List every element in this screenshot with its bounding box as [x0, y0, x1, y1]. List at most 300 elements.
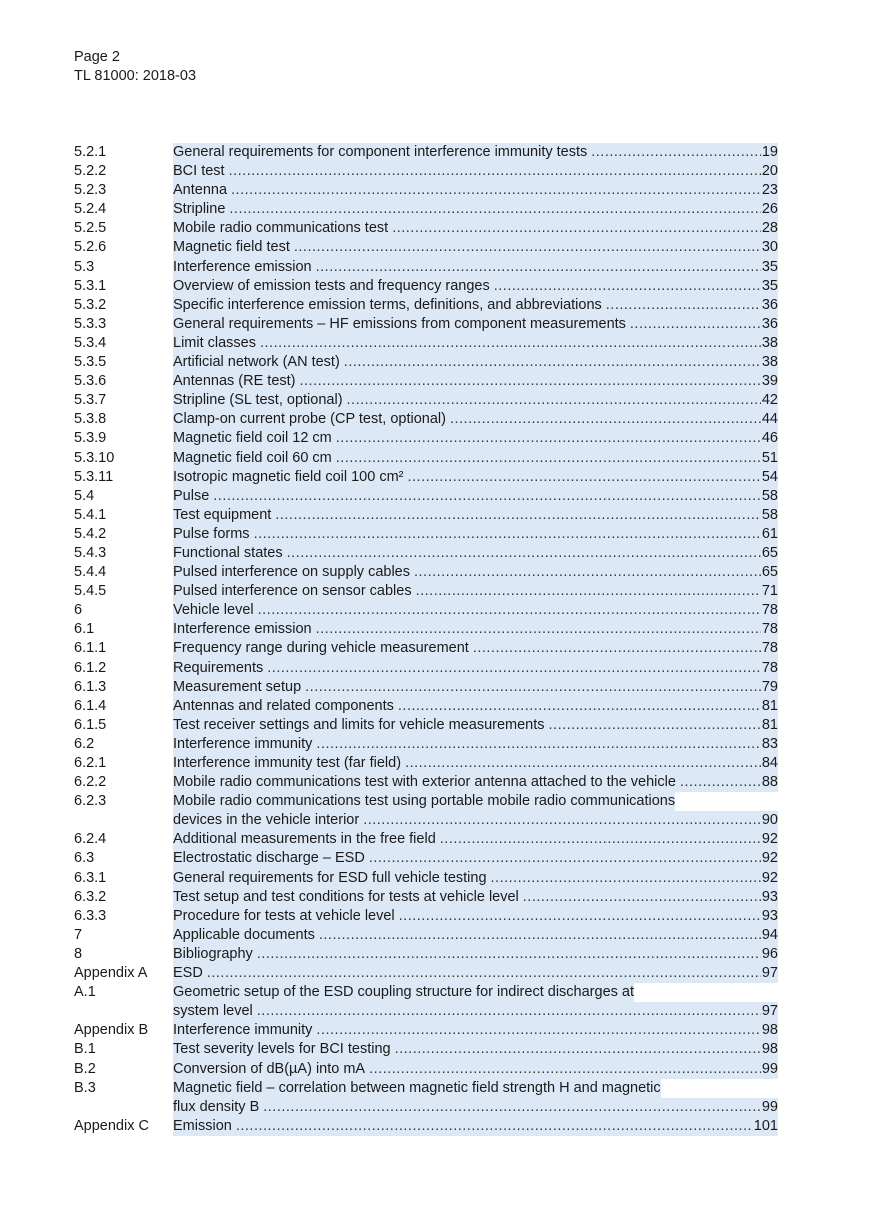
- toc-page-number[interactable]: 58: [761, 506, 778, 523]
- toc-section-number: 5.4.5: [74, 583, 107, 600]
- toc-entry[interactable]: [74, 563, 778, 582]
- toc-dot-leader: [369, 849, 761, 868]
- toc-page-number[interactable]: 38: [761, 334, 778, 351]
- toc-dot-leader: [267, 659, 761, 678]
- toc-entry-text: [173, 754, 778, 773]
- toc-section-number: 5.3.10: [74, 449, 115, 466]
- toc-title[interactable]: Geometric setup of the ESD coupling structure for indirect discharges at: [173, 983, 634, 1002]
- toc-entry[interactable]: [74, 830, 778, 849]
- toc-entry[interactable]: [74, 238, 778, 257]
- toc-entry-text: [173, 353, 778, 372]
- toc-entry-text: [173, 277, 778, 296]
- toc-entry[interactable]: [74, 544, 778, 563]
- toc-entry[interactable]: [74, 983, 778, 1021]
- toc-entry[interactable]: [74, 162, 778, 181]
- toc-page-number[interactable]: 44: [761, 411, 778, 428]
- toc-entry[interactable]: [74, 697, 778, 716]
- toc-entry[interactable]: [74, 754, 778, 773]
- toc-entry-text: [173, 983, 778, 1021]
- toc-entry[interactable]: [74, 869, 778, 888]
- toc-dot-leader: [473, 639, 761, 658]
- toc-title[interactable]: Pulse: [173, 487, 210, 504]
- toc-entry[interactable]: [74, 888, 778, 907]
- toc-page-number[interactable]: 84: [761, 755, 778, 771]
- toc-title[interactable]: Pulse forms: [173, 525, 250, 542]
- toc-page-number[interactable]: 94: [761, 926, 778, 943]
- toc-dot-leader: [258, 601, 761, 620]
- toc-entry-text: [173, 200, 778, 219]
- toc-section-number: Appendix B: [74, 1022, 149, 1039]
- toc-entry-text: [173, 296, 778, 315]
- toc-title[interactable]: Specific interference emission terms, definitions, and abbreviations: [173, 296, 602, 313]
- toc-page-number[interactable]: 88: [761, 774, 778, 791]
- toc-dot-leader: [257, 1002, 761, 1021]
- toc-entry-text: [173, 219, 778, 238]
- toc-title-continued[interactable]: devices in the vehicle interior: [173, 812, 360, 829]
- toc-entry-text: [173, 907, 778, 926]
- toc-section-number: 5.3.6: [74, 373, 107, 390]
- toc-entry[interactable]: [74, 1021, 778, 1040]
- toc-section-number: 6.3.3: [74, 907, 107, 924]
- toc-entry[interactable]: [74, 582, 778, 601]
- toc-title[interactable]: Magnetic field coil 12 cm: [173, 430, 332, 447]
- toc-dot-leader: [229, 200, 760, 219]
- toc-title[interactable]: General requirements – HF emissions from component measurements: [173, 315, 626, 332]
- toc-entry-text: [173, 372, 778, 391]
- toc-dot-leader: [523, 888, 761, 907]
- toc-page-number[interactable]: 92: [761, 850, 778, 867]
- toc-page-number[interactable]: 96: [761, 945, 778, 962]
- toc-section-number: Appendix A: [74, 965, 148, 982]
- toc-dot-leader: [336, 429, 761, 448]
- toc-entry[interactable]: [74, 219, 778, 238]
- toc-entry-text: [173, 1079, 778, 1117]
- toc-page-number[interactable]: 36: [761, 296, 778, 313]
- toc-entry[interactable]: [74, 620, 778, 639]
- toc-dot-leader: [414, 563, 761, 582]
- toc-entry-text: [173, 544, 778, 563]
- toc-entry[interactable]: [74, 1060, 778, 1079]
- toc-entry[interactable]: [74, 353, 778, 372]
- toc-section-number: 5.4.2: [74, 525, 107, 542]
- toc-title[interactable]: ESD: [173, 965, 203, 982]
- toc-entry-text: [173, 964, 778, 983]
- toc-page-number[interactable]: 65: [761, 564, 778, 581]
- toc-entry-text: [173, 181, 778, 200]
- toc-dot-leader: [450, 410, 761, 429]
- toc-page-number[interactable]: 79: [761, 678, 778, 695]
- toc-title[interactable]: Mobile radio communications test using portable mobile radio communications: [173, 792, 675, 811]
- toc-section-number: 6.2.2: [74, 774, 107, 791]
- toc-title[interactable]: Interference immunity: [173, 1022, 313, 1039]
- toc-section-number: 6.2.3: [74, 793, 107, 810]
- toc-dot-leader: [416, 582, 761, 601]
- toc-dot-leader: [229, 162, 761, 181]
- toc-page-number[interactable]: 90: [761, 812, 778, 829]
- toc-page-number[interactable]: 99: [761, 1060, 778, 1077]
- toc-page-number[interactable]: 81: [761, 716, 778, 733]
- toc-page-number[interactable]: 23: [761, 182, 778, 199]
- toc-dot-leader: [369, 1060, 761, 1079]
- toc-entry[interactable]: [74, 1040, 778, 1059]
- toc-title[interactable]: Antennas and related components: [173, 697, 394, 714]
- toc-section-number: 5.4.1: [74, 506, 107, 523]
- toc-entry[interactable]: [74, 334, 778, 353]
- toc-section-number: 5.3.2: [74, 296, 107, 313]
- toc-entry[interactable]: [74, 945, 778, 964]
- toc-entry[interactable]: [74, 907, 778, 926]
- toc-entry[interactable]: [74, 315, 778, 334]
- toc-page-number[interactable]: 19: [761, 144, 778, 160]
- toc-dot-leader: [316, 1021, 760, 1040]
- toc-title[interactable]: Magnetic field – correlation between magnetic field strength H and magnetic: [173, 1079, 661, 1098]
- toc-entry-text: [173, 773, 778, 792]
- toc-dot-leader: [363, 811, 761, 830]
- table-of-contents: [74, 143, 778, 1136]
- toc-dot-leader: [549, 716, 761, 735]
- toc-entry-text: [173, 429, 778, 448]
- toc-title[interactable]: Stripline (SL test, optional): [173, 392, 343, 409]
- toc-title[interactable]: Antennas (RE test): [173, 373, 296, 390]
- toc-entry-text: [173, 888, 778, 907]
- toc-entry-text: [173, 1040, 778, 1059]
- toc-dot-leader: [263, 1098, 761, 1117]
- toc-title[interactable]: Stripline: [173, 201, 226, 218]
- toc-page-number[interactable]: 78: [761, 659, 778, 676]
- toc-entry[interactable]: [74, 391, 778, 410]
- toc-dot-leader: [254, 525, 761, 544]
- toc-dot-leader: [591, 143, 761, 162]
- toc-dot-leader: [336, 449, 761, 468]
- toc-entry-text: [173, 678, 778, 697]
- toc-page-number[interactable]: 35: [761, 277, 778, 294]
- toc-section-number: 5.3.11: [74, 468, 114, 485]
- toc-entry-text: [173, 162, 778, 181]
- toc-section-number: B.3: [74, 1079, 96, 1096]
- toc-entry[interactable]: [74, 849, 778, 868]
- toc-entry-text: [173, 1117, 778, 1136]
- toc-entry[interactable]: [74, 716, 778, 735]
- toc-section-number: 5.4: [74, 487, 95, 504]
- toc-section-number: 6.1.1: [74, 640, 107, 657]
- toc-entry[interactable]: [74, 678, 778, 697]
- toc-entry-text: [173, 735, 778, 754]
- toc-section-number: 6.3.1: [74, 869, 107, 886]
- toc-page-number[interactable]: 92: [761, 831, 778, 848]
- toc-title[interactable]: General requirements for ESD full vehicle testing: [173, 869, 487, 886]
- toc-entry[interactable]: [74, 735, 778, 754]
- toc-title[interactable]: Applicable documents: [173, 926, 315, 943]
- toc-section-number: 5.2.2: [74, 163, 107, 180]
- toc-entry-text: [173, 830, 778, 849]
- toc-entry-text: [173, 869, 778, 888]
- toc-page-number[interactable]: 20: [761, 163, 778, 180]
- toc-dot-leader: [494, 277, 761, 296]
- toc-entry[interactable]: [74, 410, 778, 429]
- page-number: Page 2: [74, 49, 120, 65]
- toc-page-number[interactable]: 39: [761, 373, 778, 390]
- toc-section-number: 5.3.8: [74, 411, 107, 428]
- toc-entry[interactable]: [74, 792, 778, 830]
- toc-entry-text: [173, 410, 778, 429]
- toc-page-number[interactable]: 93: [761, 907, 778, 924]
- toc-entry-text: [173, 449, 778, 468]
- toc-page-number[interactable]: 99: [761, 1098, 778, 1115]
- toc-section-number: 6.3: [74, 850, 95, 867]
- toc-section-number: 6.2: [74, 735, 95, 752]
- toc-entry-text: [173, 926, 778, 945]
- toc-entry[interactable]: [74, 200, 778, 219]
- toc-section-number: 6.3.2: [74, 888, 107, 905]
- toc-entry-text: [173, 258, 778, 277]
- toc-title[interactable]: Artificial network (AN test): [173, 354, 340, 371]
- toc-entry[interactable]: [74, 277, 778, 296]
- toc-dot-leader: [236, 1117, 753, 1136]
- toc-entry[interactable]: [74, 468, 778, 487]
- toc-dot-leader: [231, 181, 761, 200]
- toc-dot-leader: [257, 945, 761, 964]
- toc-section-number: 5.3: [74, 258, 95, 275]
- toc-section-number: 6: [74, 602, 83, 619]
- toc-section-number: B.2: [74, 1060, 96, 1077]
- toc-dot-leader: [347, 391, 761, 410]
- toc-title[interactable]: Magnetic field test: [173, 239, 290, 256]
- toc-page-number[interactable]: 78: [761, 621, 778, 638]
- toc-entry[interactable]: [74, 429, 778, 448]
- toc-entry[interactable]: [74, 525, 778, 544]
- toc-title[interactable]: Interference emission: [173, 258, 312, 275]
- toc-section-number: 5.3.5: [74, 354, 107, 371]
- toc-section-number: 5.2.4: [74, 201, 107, 218]
- toc-title[interactable]: Functional states: [173, 544, 283, 561]
- toc-page-number[interactable]: 65: [761, 544, 778, 561]
- toc-entry[interactable]: [74, 659, 778, 678]
- toc-dot-leader: [260, 334, 761, 353]
- toc-section-number: B.1: [74, 1041, 96, 1058]
- toc-dot-leader: [440, 830, 761, 849]
- toc-entry-text: [173, 792, 778, 830]
- toc-entry[interactable]: [74, 296, 778, 315]
- toc-section-number: Appendix C: [74, 1117, 149, 1134]
- toc-entry-text: [173, 143, 778, 162]
- toc-title[interactable]: Test severity levels for BCI testing: [173, 1041, 391, 1058]
- toc-dot-leader: [630, 315, 761, 334]
- toc-dot-leader: [213, 487, 761, 506]
- toc-section-number: 5.2.1: [74, 144, 107, 160]
- toc-page-number[interactable]: 36: [761, 315, 778, 332]
- toc-section-number: 6.2.4: [74, 831, 107, 848]
- toc-page-number[interactable]: 61: [761, 525, 778, 542]
- toc-entry-text: [173, 582, 778, 601]
- toc-title[interactable]: Measurement setup: [173, 678, 302, 695]
- toc-dot-leader: [392, 219, 761, 238]
- toc-title[interactable]: Requirements: [173, 659, 264, 676]
- toc-page-number[interactable]: 51: [761, 449, 778, 466]
- toc-dot-leader: [300, 372, 761, 391]
- toc-entry[interactable]: [74, 639, 778, 658]
- toc-dot-leader: [491, 869, 761, 888]
- toc-title[interactable]: Pulsed interference on sensor cables: [173, 583, 412, 600]
- toc-title[interactable]: Bibliography: [173, 945, 253, 962]
- toc-page-number[interactable]: 46: [761, 430, 778, 447]
- toc-page-number[interactable]: 35: [761, 258, 778, 275]
- toc-dot-leader: [207, 964, 761, 983]
- toc-section-number: 6.1.5: [74, 716, 107, 733]
- toc-entry[interactable]: [74, 773, 778, 792]
- toc-title[interactable]: General requirements for component interference immunity tests: [173, 144, 588, 160]
- toc-title[interactable]: Frequency range during vehicle measurement: [173, 640, 469, 657]
- toc-dot-leader: [316, 258, 761, 277]
- toc-page-number[interactable]: 92: [761, 869, 778, 886]
- toc-entry[interactable]: [74, 1117, 778, 1136]
- toc-section-number: 5.2.3: [74, 182, 107, 199]
- toc-page-number[interactable]: 71: [761, 583, 778, 600]
- toc-section-number: 5.3.1: [74, 277, 107, 294]
- toc-entry-text: [173, 639, 778, 658]
- toc-title[interactable]: Electrostatic discharge – ESD: [173, 850, 365, 867]
- toc-section-number: 5.3.7: [74, 392, 107, 409]
- toc-title[interactable]: Test setup and test conditions for tests at vehicle level: [173, 888, 519, 905]
- toc-title[interactable]: Mobile radio communications test with exterior antenna attached to the vehicle: [173, 774, 676, 791]
- toc-title[interactable]: Pulsed interference on supply cables: [173, 564, 410, 581]
- toc-entry-text: [173, 849, 778, 868]
- toc-entry-text: [173, 1021, 778, 1040]
- toc-entry-text: [173, 238, 778, 257]
- toc-page-number[interactable]: 98: [761, 1041, 778, 1058]
- toc-title-continued[interactable]: system level: [173, 1003, 253, 1020]
- toc-entry-text: [173, 506, 778, 525]
- toc-page-number[interactable]: 81: [761, 697, 778, 714]
- toc-title[interactable]: Conversion of dB(µA) into mA: [173, 1060, 366, 1077]
- toc-title[interactable]: Additional measurements in the free field: [173, 831, 436, 848]
- toc-title[interactable]: Interference emission: [173, 621, 312, 638]
- toc-entry-text: [173, 525, 778, 544]
- toc-page-number[interactable]: 97: [761, 1003, 778, 1020]
- toc-entry[interactable]: [74, 181, 778, 200]
- toc-section-number: 6.1.2: [74, 659, 107, 676]
- toc-title[interactable]: Antenna: [173, 182, 228, 199]
- toc-entry-text: [173, 620, 778, 639]
- toc-entry-text: [173, 563, 778, 582]
- toc-page-number[interactable]: 97: [761, 965, 778, 982]
- toc-page-number[interactable]: 58: [761, 487, 778, 504]
- toc-title[interactable]: Test equipment: [173, 506, 272, 523]
- toc-section-number: 5.2.6: [74, 239, 107, 256]
- toc-dot-leader: [275, 506, 761, 525]
- toc-page-number[interactable]: 42: [761, 392, 778, 409]
- toc-page-number[interactable]: 26: [761, 201, 778, 218]
- toc-section-number: 5.2.5: [74, 220, 107, 237]
- toc-title[interactable]: Vehicle level: [173, 602, 254, 619]
- toc-entry-text: [173, 1060, 778, 1079]
- toc-entry[interactable]: [74, 506, 778, 525]
- toc-page-number[interactable]: 28: [761, 220, 778, 237]
- toc-section-number: 7: [74, 926, 83, 943]
- toc-section-number: A.1: [74, 984, 96, 1001]
- toc-dot-leader: [395, 1040, 761, 1059]
- toc-dot-leader: [405, 754, 761, 773]
- toc-title[interactable]: Clamp-on current probe (CP test, optional): [173, 411, 446, 428]
- toc-section-number: 5.3.3: [74, 315, 107, 332]
- toc-entry[interactable]: [74, 143, 778, 162]
- toc-entry-text: [173, 716, 778, 735]
- toc-dot-leader: [316, 735, 760, 754]
- toc-section-number: 6.1.4: [74, 697, 107, 714]
- toc-title[interactable]: BCI test: [173, 163, 225, 180]
- toc-dot-leader: [294, 238, 761, 257]
- toc-title[interactable]: Interference immunity test (far field): [173, 755, 402, 771]
- toc-entry[interactable]: [74, 1079, 778, 1117]
- toc-page-number[interactable]: 83: [761, 735, 778, 752]
- toc-section-number: 6.1.3: [74, 678, 107, 695]
- toc-dot-leader: [319, 926, 761, 945]
- toc-page-number[interactable]: 98: [761, 1022, 778, 1039]
- toc-title[interactable]: Mobile radio communications test: [173, 220, 389, 237]
- toc-page-number[interactable]: 93: [761, 888, 778, 905]
- toc-entry-text: [173, 659, 778, 678]
- toc-title[interactable]: Magnetic field coil 60 cm: [173, 449, 332, 466]
- toc-title-continued[interactable]: flux density B: [173, 1098, 260, 1115]
- toc-entry-text: [173, 945, 778, 964]
- toc-section-number: 6.2.1: [74, 755, 107, 771]
- toc-entry[interactable]: [74, 964, 778, 983]
- toc-dot-leader: [408, 468, 761, 487]
- toc-title[interactable]: Procedure for tests at vehicle level: [173, 907, 395, 924]
- toc-dot-leader: [680, 773, 761, 792]
- toc-entry-text: [173, 487, 778, 506]
- toc-dot-leader: [316, 620, 761, 639]
- toc-page-number[interactable]: 78: [761, 640, 778, 657]
- toc-page-number[interactable]: 38: [761, 354, 778, 371]
- toc-entry-text: [173, 468, 778, 487]
- toc-entry[interactable]: [74, 449, 778, 468]
- toc-dot-leader: [344, 353, 761, 372]
- toc-section-number: 5.3.4: [74, 334, 107, 351]
- toc-dot-leader: [398, 697, 761, 716]
- toc-entry[interactable]: [74, 372, 778, 391]
- toc-entry-text: [173, 697, 778, 716]
- toc-title[interactable]: Limit classes: [173, 334, 256, 351]
- toc-entry-text: [173, 334, 778, 353]
- page-header: [74, 48, 196, 86]
- toc-entry[interactable]: [74, 258, 778, 277]
- toc-page-number[interactable]: 78: [761, 602, 778, 619]
- toc-dot-leader: [305, 678, 761, 697]
- toc-page-number[interactable]: 101: [753, 1117, 778, 1134]
- toc-title[interactable]: Interference immunity: [173, 735, 313, 752]
- toc-section-number: 5.4.3: [74, 544, 107, 561]
- toc-entry[interactable]: [74, 487, 778, 506]
- toc-dot-leader: [287, 544, 761, 563]
- toc-entry[interactable]: [74, 926, 778, 945]
- toc-title[interactable]: Overview of emission tests and frequency ranges: [173, 277, 490, 294]
- toc-page-number[interactable]: 54: [761, 468, 778, 485]
- document-id: TL 81000: 2018-03: [74, 68, 197, 84]
- toc-title[interactable]: Isotropic magnetic field coil 100 cm²: [173, 468, 404, 485]
- toc-entry-text: [173, 391, 778, 410]
- toc-entry[interactable]: [74, 601, 778, 620]
- toc-section-number: 8: [74, 945, 83, 962]
- toc-section-number: 6.1: [74, 621, 95, 638]
- toc-section-number: 5.3.9: [74, 430, 107, 447]
- toc-dot-leader: [606, 296, 761, 315]
- toc-page-number[interactable]: 30: [761, 239, 778, 256]
- toc-entry-text: [173, 315, 778, 334]
- toc-title[interactable]: Emission: [173, 1117, 232, 1134]
- toc-title[interactable]: Test receiver settings and limits for vehicle measurements: [173, 716, 545, 733]
- toc-dot-leader: [399, 907, 761, 926]
- toc-entry-text: [173, 601, 778, 620]
